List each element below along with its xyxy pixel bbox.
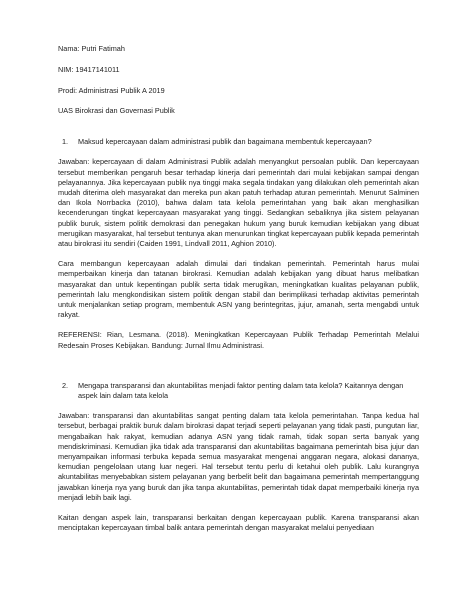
question-1-number: 1. — [62, 137, 69, 147]
question-1-text: Maksud kepercayaan dalam administrasi publik dan bagaimana membentuk kepercayaan? — [78, 137, 372, 147]
answer-2-paragraph-2: Kaitan dengan aspek lain, transparansi berkaitan dengan kepercayaan publik. Karena transparansi akan menciptakan kepercayaan timbal balik antara pemerintah dengan masyarakat melalui penyediaan — [58, 513, 419, 533]
answer-1-paragraph-1: Jawaban: kepercayaan di dalam Administrasi Publik adalah menyangkut persoalan publik. Dan kepercayaan tersebut memberikan pengaruh besar terhadap kinerja dari pemerintah dari mulai kebijakan sampai dengan pelayanannya. Jika kepercayaan publik nya tinggi maka segala tindakan yang dilakukan oleh pemerintah akan mudah diterima oleh masyarakat dan mereka pun akan patuh terhadap aturan pemerintah. Menurut Salminen dan Ikola Norrbacka (2010), bahwa dalam tata kelola pemerintahan yang baik akan menghasilkan kecenderungan tingkat kepercayaan masyarakat yang tinggi. Sedangkan sebaliknya jika sistem pelayanan publik buruk, sistem politik demokrasi dan penegakan hukum yang buruk kemudian kebijakan yang dibuat merugikan masyarakat, hal tersebut tentunya akan menurunkan tingkat kepercayaan publik kepada pemerintah atau birokrasi itu sendiri (Caiden 1991, Lindvall 2011, Aghion 2010). — [58, 157, 419, 249]
study-program: Prodi: Administrasi Publik A 2019 — [58, 85, 165, 95]
question-2 — [58, 381, 419, 401]
student-nim: NIM: 19417141011 — [58, 64, 120, 74]
question-1 — [58, 137, 419, 147]
student-name: Nama: Putri Fatimah — [58, 44, 125, 53]
exam-title: UAS Birokrasi dan Governasi Publik — [58, 106, 175, 116]
answer-1-paragraph-2: Cara membangun kepercayaan adalah dimulai dari tindakan pemerintah. Pemerintah harus mulai memperbaikan kinerja dan tatanan birokrasi. Kemudian adalah kebijakan yang dibuat harus melibatkan masyarakat dan untuk kepentingan publik serta tidak merugikan, meningkatkan kualitas pelayanan publik, pemerintah lalu mengkondisikan sistem politik dengan stabil dan berimplikasi terhadap aktivitas pemerintah untuk menjalankan setiap program, membentuk ASN yang berintegritas, jujur, amanah, serta mengabdi untuk rakyat. — [58, 259, 419, 320]
question-2-text: Mengapa transparansi dan akuntabilitas menjadi faktor penting dalam tata kelola? Kaitannya dengan aspek lain dalam tata kelola — [78, 380, 404, 401]
question-2-number: 2. — [62, 380, 69, 390]
answer-1-reference: REFERENSI: Rian, Lesmana. (2018). Meningkatkan Kepercayaan Publik Terhadap Pemerintah Melalui Redesain Proses Kebijakan. Bandung: Jurnal Ilmu Administrasi. — [58, 330, 419, 350]
answer-2-paragraph-1: Jawaban: transparansi dan akuntabilitas sangat penting dalam tata kelola pemerintahan. Tanpa kedua hal tersebut, berbagai praktik buruk dalam birokrasi dapat terjadi seperti pelayanan yang tidak pasti, pungutan liar, mengabaikan hak rakyat, kemudian adanya ASN yang tidak ramah, tidak sopan serta banyak yang mendiskriminasi. Kemudian jika tidak ada transparansi dan akuntabilitas bagaimana pemerintah bisa jujur dan menyampaikan informasi terbuka kepada semua masyarakat mengenai anggaran negara, alokasi dananya, kemudian pengelolaan utang luar negeri. Hal tersebut tentu perlu di ketahui oleh publik. Lalu kurangnya akuntabilitas menyebabkan sistem pelayanan yang berbelit belit dan bagaimana pemerintah mempertanggung jawabkan kinerja nya yang buruk dan jika tanpa akuntabilitas, pemerintah tidak dapat memperbaiki kinerja nya menjadi lebih baik lagi. — [58, 411, 419, 502]
